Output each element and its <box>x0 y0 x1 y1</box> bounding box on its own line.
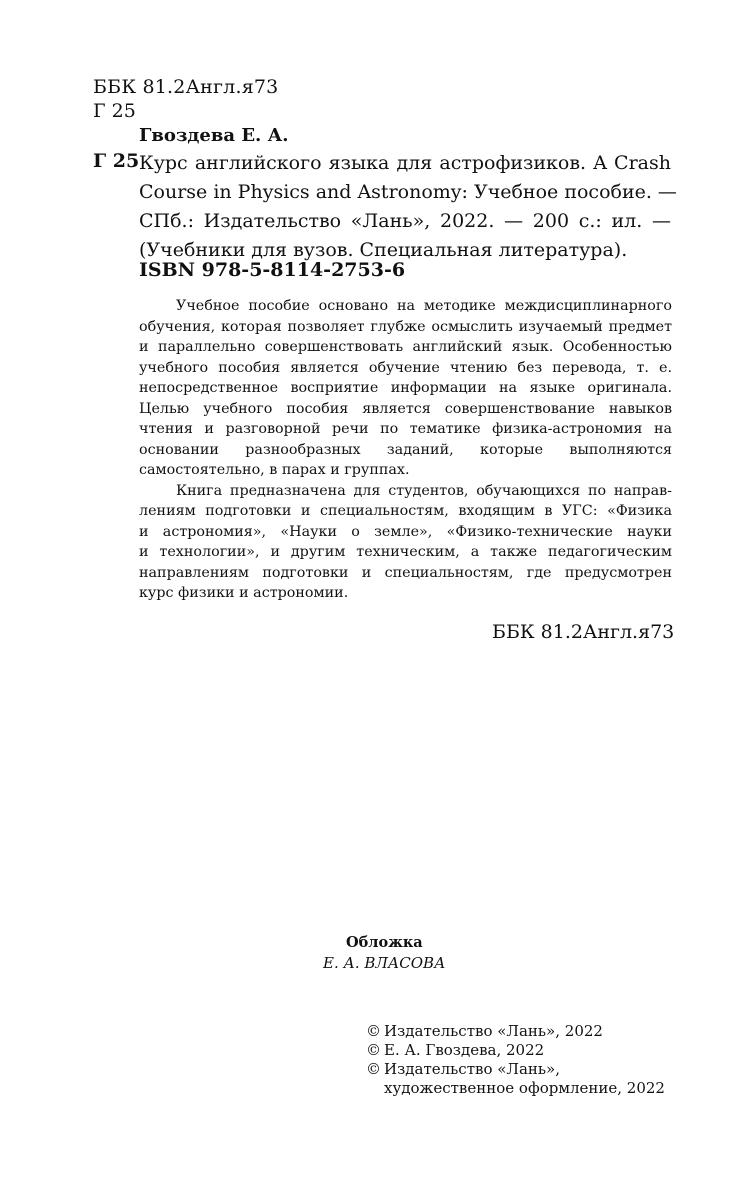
copyright-symbol: © <box>366 1041 381 1059</box>
bib-line: (Учебники для вузов. Специальная литература). <box>139 239 628 261</box>
author-sign-mark: Г 25 <box>93 150 140 172</box>
abstract-line: самостоятельно, в парах и группах. <box>139 462 410 478</box>
copyright-symbol: © <box>366 1022 381 1040</box>
copyright-line <box>366 1060 665 1079</box>
abstract-line: чтения и разговорной речи по тематике физика-астрономия на <box>139 421 672 437</box>
bbk-code-bottom: ББК 81.2Англ.я73 <box>492 621 675 643</box>
bib-line: Course in Physics and Astronomy: Учебное пособие. — <box>139 181 677 203</box>
bib-line: СПб.: Издательство «Лань», 2022. — 200 с.: ил. — <box>139 210 671 232</box>
copyright-line <box>366 1022 665 1041</box>
abstract-line: курс физики и астрономии. <box>139 585 349 601</box>
author-sign-top: Г 25 <box>93 100 136 122</box>
copyright-line-continuation: художественное оформление, 2022 <box>384 1079 665 1097</box>
bib-line: Курс английского языка для астрофизиков. A Crash <box>139 152 671 174</box>
abstract-line: и технологии», и другим техническим, а также педагогическим <box>139 544 672 560</box>
author-name: Гвоздева Е. А. <box>139 125 289 146</box>
abstract-line: учебного пособия является обучение чтению без перевода, т. е. <box>139 359 672 376</box>
abstract-line: основании разнообразных заданий, которые выполняются <box>139 441 672 458</box>
abstract <box>139 296 672 604</box>
bibliographic-description <box>139 149 677 265</box>
abstract-line: и астрономия», «Науки о земле», «Физико-технические науки <box>139 523 672 540</box>
copyright-text: Издательство «Лань», 2022 <box>384 1022 603 1040</box>
copyright-line <box>366 1041 665 1060</box>
abstract-line: непосредственное восприятие информации на языке оригинала. <box>139 380 672 396</box>
abstract-line: Учебное пособие основано на методике междисциплинарного <box>176 298 672 314</box>
cover-designer: Е. А. ВЛАСОВА <box>323 954 446 972</box>
copyright-block <box>366 1022 665 1098</box>
copyright-text: Издательство «Лань», <box>384 1060 561 1078</box>
bbk-code-top: ББК 81.2Англ.я73 <box>93 76 279 98</box>
cover-label: Обложка <box>346 934 423 951</box>
abstract-line: Книга предназначена для студентов, обучающихся по направ- <box>176 482 672 499</box>
abstract-line: лениям подготовки и специальностям, входящим в УГС: «Физика <box>139 503 672 519</box>
abstract-line: Целью учебного пособия является совершенствование навыков <box>139 400 672 417</box>
abstract-line: направлениям подготовки и специальностям, где предусмотрен <box>139 564 672 581</box>
abstract-line: и параллельно совершенствовать английский язык. Особенностью <box>139 339 672 355</box>
isbn: ISBN 978-5-8114-2753-6 <box>139 259 406 281</box>
copyright-text: Е. А. Гвоздева, 2022 <box>384 1041 545 1059</box>
copyright-symbol: © <box>366 1060 381 1078</box>
abstract-line: обучения, которая позволяет глубже осмыслить изучаемый предмет <box>139 318 672 335</box>
